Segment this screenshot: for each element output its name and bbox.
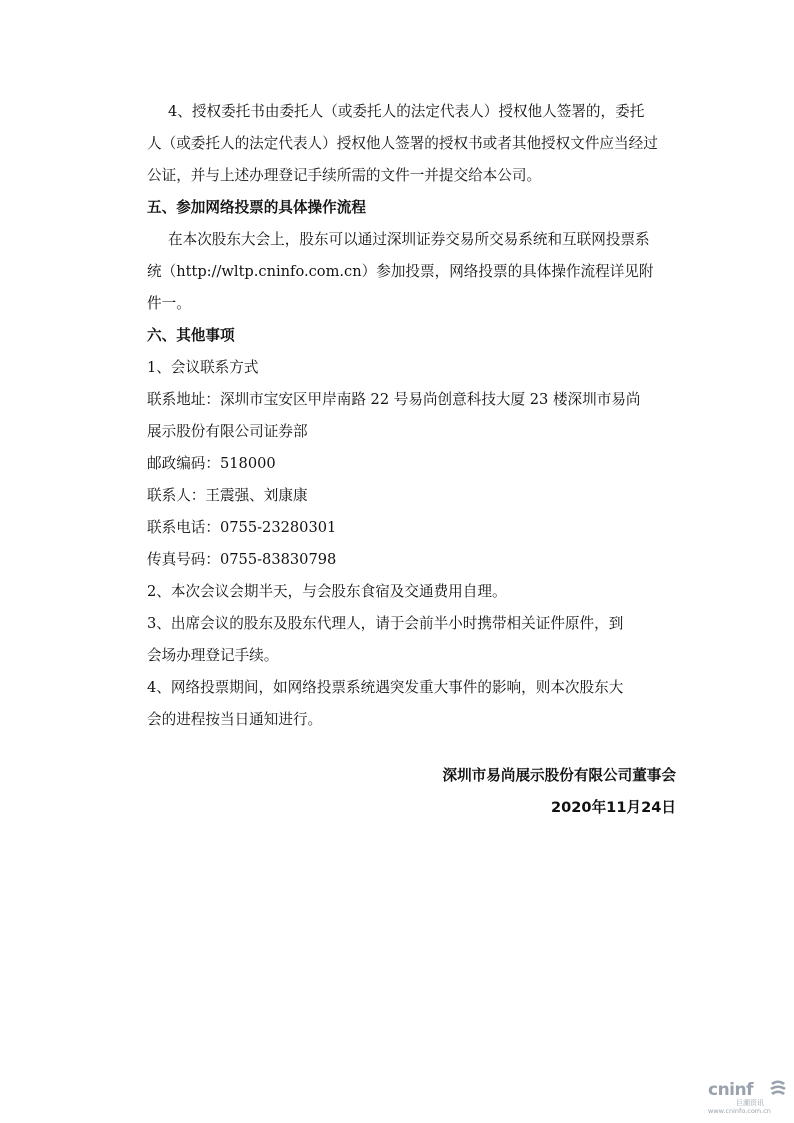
item3-line1: 3、出席会议的股东及股东代理人，请于会前半小时携带相关证件原件，到 <box>147 615 624 632</box>
postcode: 邮政编码：518000 <box>147 455 276 472</box>
phone: 联系电话：0755-23280301 <box>147 519 337 536</box>
item4-line2: 人（或委托人的法定代表人）授权他人签署的授权书或者其他授权文件应当经过 <box>147 135 658 152</box>
item4-line3: 公证，并与上述办理登记手续所需的文件一并提交给本公司。 <box>147 167 542 184</box>
logo-cn-name: 巨潮资讯 <box>736 1099 764 1107</box>
cninfo-logo <box>708 1076 788 1115</box>
address-line2: 展示股份有限公司证券部 <box>147 423 308 440</box>
cninfo-mark-icon <box>768 1079 788 1097</box>
logo-url: www.cninfo.com.cn <box>708 1107 771 1115</box>
item4b-line2: 会的进程按当日通知进行。 <box>147 711 323 728</box>
contact-title: 1、会议联系方式 <box>147 359 259 376</box>
section6-heading: 六、其他事项 <box>147 327 235 344</box>
fax: 传真号码：0755-83830798 <box>147 551 337 568</box>
signature-date: 2020年11月24日 <box>550 799 676 816</box>
signature-company: 深圳市易尚展示股份有限公司董事会 <box>442 767 676 784</box>
item3-line2: 会场办理登记手续。 <box>147 647 279 664</box>
logo-brand: cninf <box>708 1080 754 1100</box>
section5-line2: 统（http://wltp.cninfo.com.cn）参加投票，网络投票的具体操作流程详见附 <box>147 263 654 280</box>
address-line1: 联系地址：深圳市宝安区甲岸南路 22 号易尚创意科技大厦 23 楼深圳市易尚 <box>147 391 641 408</box>
item2: 2、本次会议会期半天，与会股东食宿及交通费用自理。 <box>147 583 507 600</box>
section5-line1: 在本次股东大会上，股东可以通过深圳证券交易所交易系统和互联网投票系 <box>168 231 650 248</box>
section5-line3: 件一。 <box>147 295 191 312</box>
item4-line1: 4、授权委托书由委托人（或委托人的法定代表人）授权他人签署的，委托 <box>168 103 645 120</box>
section5-heading: 五、参加网络投票的具体操作流程 <box>147 199 366 216</box>
contact-person: 联系人：王震强、刘康康 <box>147 487 308 504</box>
item4b-line1: 4、网络投票期间，如网络投票系统遇突发重大事件的影响，则本次股东大 <box>147 679 624 696</box>
